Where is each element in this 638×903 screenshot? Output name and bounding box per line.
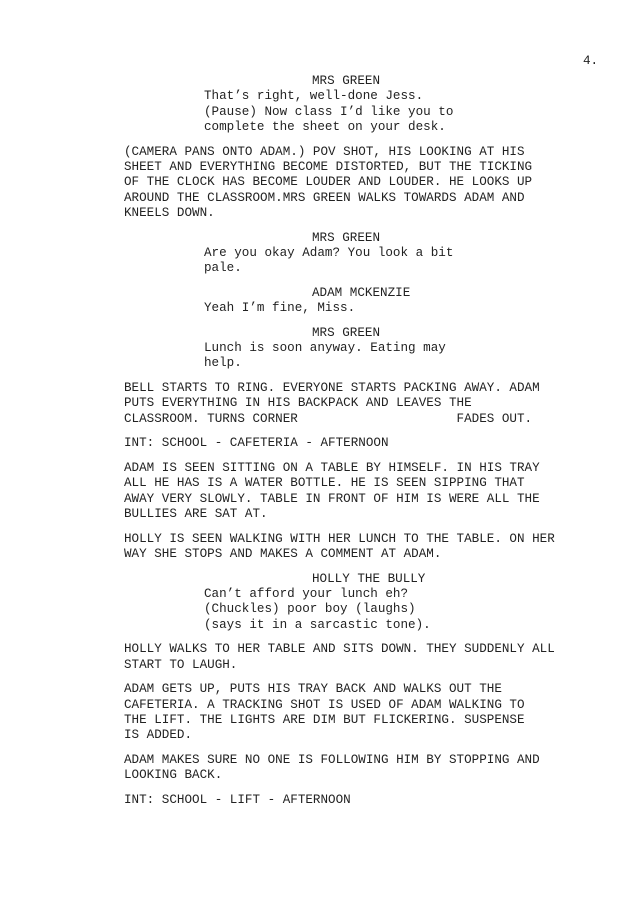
character-line: ADAM MCKENZIE — [312, 285, 411, 300]
action-line: SHEET AND EVERYTHING BECOME DISTORTED, BUT THE TICKING — [124, 159, 533, 174]
dialogue-line: help. — [204, 356, 242, 371]
action-line: IS ADDED. — [124, 728, 193, 743]
character-line: HOLLY THE BULLY — [312, 571, 426, 586]
action-line: WAY SHE STOPS AND MAKES A COMMENT AT ADAM. — [124, 547, 442, 561]
dialogue-line: That’s right, well-done Jess. — [204, 89, 424, 104]
action-line: ADAM MAKES SURE NO ONE IS FOLLOWING HIM BY STOPPING AND — [124, 752, 540, 767]
dialogue-line: complete the sheet on your desk. — [204, 119, 446, 134]
action-line: KNEELS DOWN. — [124, 205, 215, 220]
character-line: MRS GREEN — [312, 74, 381, 88]
action-line: ADAM IS SEEN SITTING ON A TABLE BY HIMSELF. IN HIS TRAY — [124, 461, 540, 476]
action-line: AWAY VERY SLOWLY. TABLE IN FRONT OF HIM IS WERE ALL THE — [124, 491, 540, 506]
scene-heading-line: INT: SCHOOL - CAFETERIA - AFTERNOON — [124, 436, 389, 451]
action-line: ALL HE HAS IS A WATER BOTTLE. HE IS SEEN SIPPING THAT — [124, 476, 525, 491]
action-line: START TO LAUGH. — [124, 657, 238, 672]
action-line: AROUND THE CLASSROOM.MRS GREEN WALKS TOWARDS ADAM AND — [124, 190, 525, 205]
character-line: MRS GREEN — [312, 230, 381, 245]
scene-heading-line: INT: SCHOOL - LIFT - AFTERNOON — [124, 792, 351, 807]
action-line: CLASSROOM. TURNS CORNER FADES OUT. — [124, 411, 533, 426]
dialogue-line: pale. — [204, 261, 242, 276]
page-number: 4. — [583, 54, 599, 68]
dialogue-line: Lunch is soon anyway. Eating may — [204, 341, 446, 356]
dialogue-line: (Pause) Now class I’d like you to — [204, 104, 454, 119]
action-line: HOLLY IS SEEN WALKING WITH HER LUNCH TO THE TABLE. ON HER — [124, 531, 555, 546]
action-line: HOLLY WALKS TO HER TABLE AND SITS DOWN. THEY SUDDENLY ALL — [124, 642, 555, 657]
action-line: BELL STARTS TO RING. EVERYONE STARTS PACKING AWAY. ADAM — [124, 381, 540, 396]
action-line: THE LIFT. THE LIGHTS ARE DIM BUT FLICKERING. SUSPENSE — [124, 712, 525, 727]
dialogue-line: Can’t afford your lunch eh? — [204, 587, 409, 601]
dialogue-line: (says it in a sarcastic tone). — [204, 617, 431, 632]
dialogue-line: (Chuckles) poor boy (laughs) — [204, 602, 416, 617]
action-line: ADAM GETS UP, PUTS HIS TRAY BACK AND WALKS OUT THE — [124, 682, 502, 697]
dialogue-line: Are you okay Adam? You look a bit — [204, 245, 454, 260]
action-line: (CAMERA PANS ONTO ADAM.) POV SHOT, HIS LOOKING AT HIS — [124, 144, 525, 159]
action-line: LOOKING BACK. — [124, 768, 223, 783]
dialogue-line: Yeah I’m fine, Miss. — [204, 301, 356, 316]
action-line: OF THE CLOCK HAS BECOME LOUDER AND LOUDER. HE LOOKS UP — [124, 175, 533, 190]
action-line: CAFETERIA. A TRACKING SHOT IS USED OF ADAM WALKING TO — [124, 697, 525, 712]
action-line: BULLIES ARE SAT AT. — [124, 507, 268, 521]
character-line: MRS GREEN — [312, 325, 381, 340]
action-line: PUTS EVERYTHING IN HIS BACKPACK AND LEAVES THE — [124, 396, 472, 411]
